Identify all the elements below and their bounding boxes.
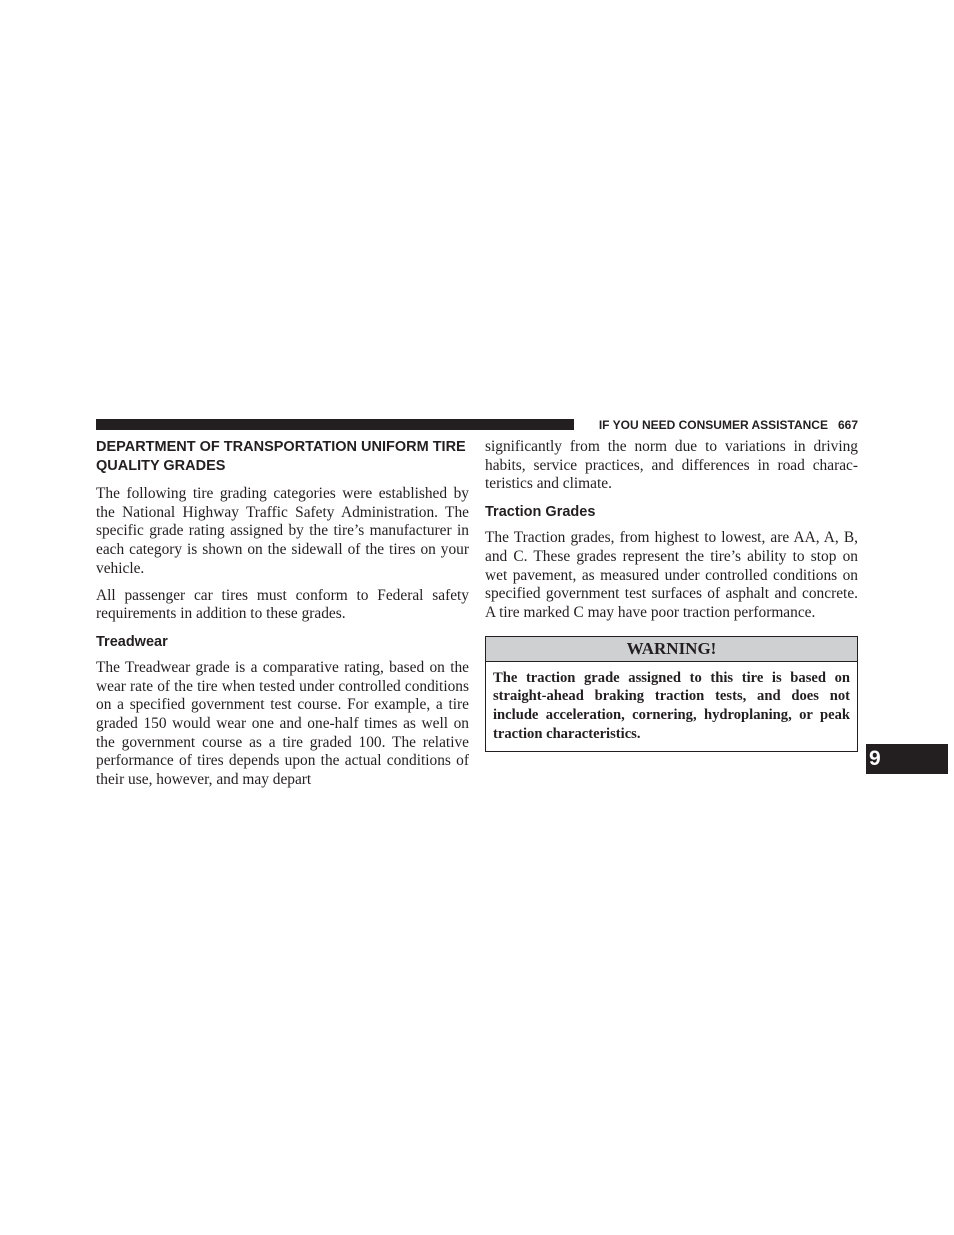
traction-heading: Traction Grades: [485, 504, 596, 521]
warning-text: The traction grade assigned to this tire is based on straight-ahead braking traction tests, and does not include acceleration, cornering, hydroplaning, or peak traction characteristics.: [493, 669, 850, 742]
page-number: 667: [837, 418, 858, 432]
warning-title: WARNING!: [486, 637, 857, 662]
traction-paragraph: The Traction grades, from highest to lowest, are AA, A, B, and C. These grades represent the tire’s ability to stop on wet pavement, as measured under controlled conditions on specified government test surfaces of asphalt and concrete. A tire marked C may have poor traction performance.: [485, 529, 858, 621]
left-column: [96, 438, 469, 798]
treadwear-heading: Treadwear: [96, 633, 168, 650]
section-title: DEPARTMENT OF TRANSPORTATION UNIFORM TIRE QUALITY GRADES: [96, 439, 466, 474]
running-header: [599, 418, 858, 432]
continuation-paragraph: significantly from the norm due to variations in driving habits, service practices, and differences in road characteristics and climate.: [485, 438, 858, 493]
intro-paragraph: The following tire grading categories were established by the National Highway Traffic Safety Administration. The specific grade rating assigned by the tire’s manufacturer in each category is shown on the sidewall of the tires on your vehicle.: [96, 485, 469, 577]
warning-box: [485, 636, 858, 753]
right-column: [485, 438, 858, 752]
chapter-tab: 9: [866, 744, 948, 774]
header-section-title: IF YOU NEED CONSUMER ASSISTANCE: [598, 418, 828, 432]
header-rule: [96, 419, 574, 430]
federal-safety-paragraph: All passenger car tires must conform to Federal safety requirements in addition to these grades.: [96, 586, 469, 623]
treadwear-paragraph: The Treadwear grade is a comparative rating, based on the wear rate of the tire when tested under controlled conditions on a specified government test course. For example, a tire graded 150 would wear one and one-half times as well on the government course as a tire graded 100. The relative performance of tires depends upon the actual conditions of their use, however, and may depart: [96, 658, 469, 789]
